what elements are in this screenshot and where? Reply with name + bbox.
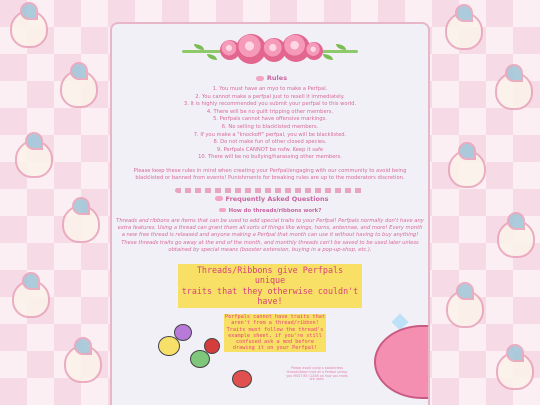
bow-icon xyxy=(256,76,264,81)
bg-critter-icon xyxy=(12,280,50,318)
highlight-banner xyxy=(178,264,362,308)
traits-note: Perfpals cannot have traits that aren't from a thread/ribbon! Traits must follow the thread's example sheet, if you're still confused ask a mod before drawing it on your Perfpal! xyxy=(225,313,325,352)
faq-question xyxy=(112,208,428,214)
bow-icon xyxy=(219,208,226,212)
rules-heading xyxy=(112,74,428,82)
mini-perfpal-icon xyxy=(174,324,192,341)
rule-item: 3. It is highly recommended you submit your perfpal to this world. xyxy=(183,101,357,108)
faq-heading xyxy=(112,195,428,203)
bg-critter-icon xyxy=(62,205,100,243)
rose-vine-banner xyxy=(112,30,428,72)
rules-heading-text: Rules xyxy=(266,74,288,82)
rule-item: 10. There will be no bullying/harassing other members. xyxy=(198,154,342,161)
perfpal-mascot-icon xyxy=(374,325,430,399)
bg-critter-icon xyxy=(496,352,534,390)
highlight-line: traits that they otherwise couldn't have! xyxy=(181,285,359,307)
faq-answer: Threads and ribbons are items that can be used to add special traits to your Perfpal! Perfpals normally don't have any extra features. Using a thread can grant them all sorts of things like wings, horns, antennae, and more! Every month a new free thread is released and anyone making a Perfpal that month can use it without having to buy anything! These threads traits go away at the end of the month, and monthly threads can't be saved to be used later unless obtained by special means (booster extension, buying in a pop-up-shop, etc.). xyxy=(116,217,424,253)
faq-question-text: How do threads/ribbons work? xyxy=(228,207,322,214)
rule-item: 4. There will be no guilt tripping other members. xyxy=(206,108,334,115)
bg-critter-icon xyxy=(445,12,483,50)
bg-critter-icon xyxy=(446,290,484,328)
bg-critter-icon xyxy=(495,72,533,110)
leaf-icon xyxy=(323,54,333,60)
bg-critter-icon xyxy=(497,220,535,258)
faq-heading-text: Frequently Asked Questions xyxy=(225,194,329,203)
highlight-line: Threads/Ribbons give Perfpals unique xyxy=(196,264,344,286)
content-panel xyxy=(110,22,430,405)
bg-critter-icon xyxy=(15,140,53,178)
rule-item: 1. You must have an myo to make a Perfpal. xyxy=(212,86,328,92)
rule-item: 8. Do not make fun of other closed species. xyxy=(213,139,327,146)
mini-perfpal-icon xyxy=(204,338,220,354)
bow-icon xyxy=(215,196,223,201)
leaf-icon xyxy=(207,54,217,60)
example-art-area xyxy=(112,308,428,388)
rule-item: 6. No selling to blacklisted members. xyxy=(221,123,319,130)
bg-critter-icon xyxy=(10,10,48,48)
rule-item: 5. Perfpals cannot have offensive markings. xyxy=(213,116,327,123)
rules-list xyxy=(112,86,428,162)
bg-critter-icon xyxy=(448,150,486,188)
rule-item: 9. Perfpals CANNOT be nsfw. Keep it safe xyxy=(216,146,324,153)
rule-item: 2. You cannot make a perfpal just to resell it immediately. xyxy=(195,93,345,100)
lace-divider xyxy=(175,188,365,193)
bg-critter-icon xyxy=(60,70,98,108)
rules-note: Please keep these rules in mind when creating your Perfpal/engaging with our community to avoid being blacklisted or banned from events! Punishments for breaking rules are up to the moderators discretion. xyxy=(133,167,407,181)
mini-perfpal-icon xyxy=(232,370,252,388)
rose-icon xyxy=(305,42,323,60)
bg-critter-icon xyxy=(64,345,102,383)
rule-item: 7. If you make a "knockoff" perfpal, you will be blacklisted. xyxy=(193,131,347,138)
fine-print-note: Please avoid using a boosterless thread/ribbon trait on a Perfpal unless you MUST BE CLEAR on how you traits are used. xyxy=(286,365,348,382)
